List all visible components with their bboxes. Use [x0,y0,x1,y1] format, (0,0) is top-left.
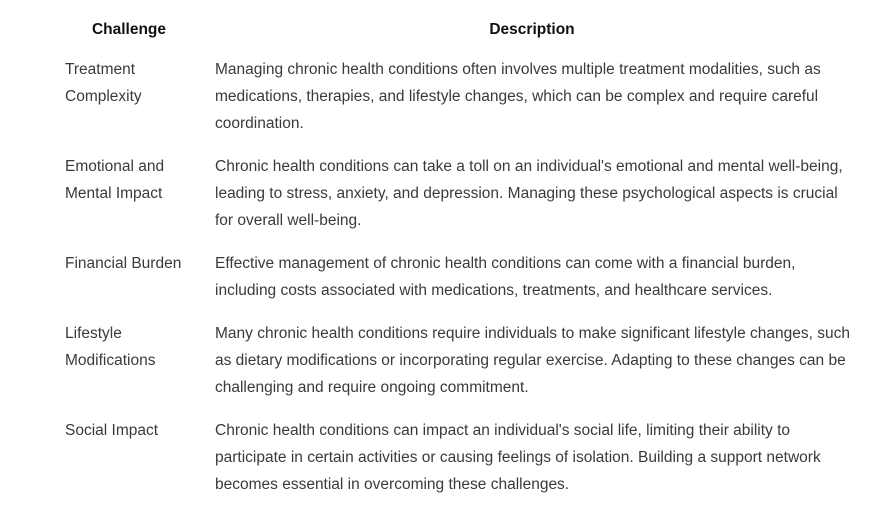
description-cell: Many chronic health conditions require individuals to make significant lifestyle changes, such as dietary modifications or incorporating regular exercise. Adapting to these changes can be challenging and require ongoing commitment. [215,325,850,396]
description-cell: Chronic health conditions can take a toll on an individual's emotional and mental well-being, leading to stress, anxiety, and depression. Managing these psychological aspects is crucial for overall well-being. [215,158,843,229]
header-description: Description [489,21,575,38]
table-row [54,410,860,507]
challenge-cell: Emotional and Mental Impact [65,158,165,202]
table-row [54,49,860,146]
header-challenge: Challenge [91,21,167,38]
challenge-cell: Treatment Complexity [65,61,142,105]
table-body [54,49,860,507]
table-row [54,146,860,243]
challenges-table-container [54,13,860,507]
description-cell: Managing chronic health conditions often involves multiple treatment modalities, such as medications, therapies, and lifestyle changes, which can be complex and require careful coordination. [215,61,821,132]
challenge-cell: Financial Burden [65,255,182,272]
challenge-cell: Lifestyle Modifications [65,325,156,369]
description-cell: Chronic health conditions can impact an individual's social life, limiting their ability to participate in certain activities or causing feelings of isolation. Building a support network becomes essential in overcoming these challenges. [215,422,821,493]
description-cell: Effective management of chronic health conditions can come with a financial burden, including costs associated with medications, treatments, and healthcare services. [215,255,796,299]
header-row [54,13,860,49]
challenge-cell: Social Impact [65,422,159,439]
challenges-table [54,13,860,507]
table-header [54,13,860,49]
table-row [54,313,860,410]
table-row [54,243,860,313]
